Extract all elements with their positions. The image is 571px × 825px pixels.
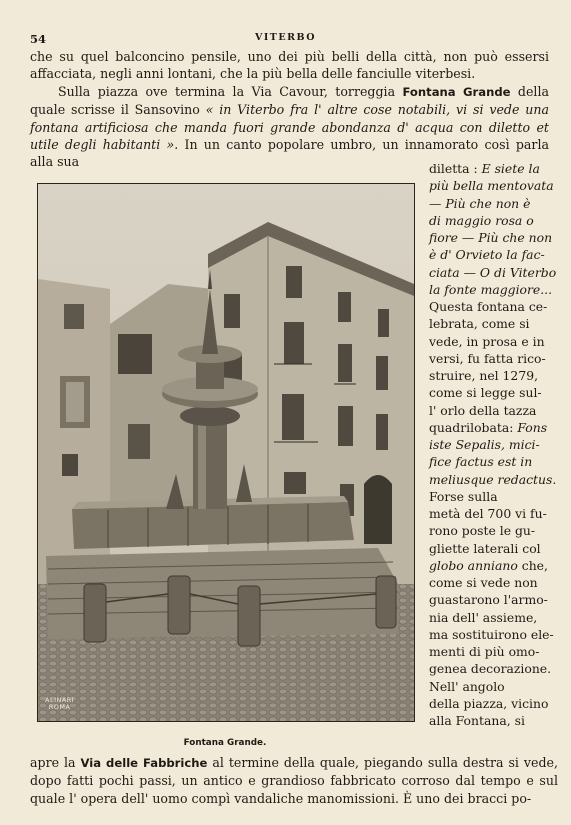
side-line-text: lebrata, come si	[429, 316, 530, 332]
side-line-italic: meliusque redactus.	[429, 471, 557, 487]
side-line-italic: fice factus est in	[429, 454, 533, 470]
fontana-grande-name: Fontana Grande	[402, 84, 511, 99]
side-line-text: rono poste le gu-	[429, 523, 536, 539]
bottom-paragraph	[30, 754, 558, 807]
paragraph-2	[30, 83, 549, 171]
side-line-text: come si legge sul-	[429, 385, 542, 401]
photo-stamp	[45, 697, 74, 711]
side-column-line	[429, 471, 557, 488]
side-line-text: metà del 700 vi fu-	[429, 506, 547, 521]
side-column-line	[429, 453, 557, 470]
side-line-text: alla Fontana, si	[429, 713, 525, 728]
side-column-line	[429, 281, 557, 298]
fountain-photograph	[37, 183, 415, 722]
side-column-line	[429, 609, 557, 626]
side-line-tail: che,	[517, 557, 548, 573]
fountain-illustration	[38, 184, 414, 721]
paragraph-2-text-a: Sulla piazza ove termina la Via Cavour, torreggia	[58, 83, 403, 99]
side-column-line	[429, 246, 557, 263]
side-column-line	[429, 350, 557, 367]
side-line-italic: è d' Orvieto la fac-	[429, 247, 545, 263]
side-column-line	[429, 522, 557, 539]
top-text-block	[30, 48, 549, 171]
side-line-text: diletta :	[429, 161, 482, 176]
side-line-text: come si vede non	[429, 575, 538, 590]
side-line-text: quadrilobata:	[429, 419, 518, 435]
side-column-line	[429, 436, 557, 453]
side-column-line	[429, 591, 557, 608]
side-column-line	[429, 419, 557, 436]
side-line-text: l' orlo della tazza	[429, 402, 537, 418]
side-column-line	[429, 712, 557, 729]
bottom-text-b: al termine della quale, piegando sulla destra si vede, dopo fatti pochi passi, un antico e grandioso fabbricato corroso dal tempo e sul quale l' opera dell' uomo compì vandaliche manomissioni. È uno dei bracci po-	[30, 755, 558, 806]
side-line-text: guastarono l'armo-	[429, 592, 548, 608]
bottom-text-a: apre la	[30, 755, 81, 770]
side-column-line	[429, 695, 557, 712]
side-column-line	[429, 402, 557, 419]
side-line-italic: — Più che non è	[429, 195, 531, 211]
side-column-line	[429, 177, 557, 194]
side-line-text: Forse sulla	[429, 488, 498, 504]
side-column-line	[429, 678, 557, 695]
page-number: 54	[30, 32, 47, 46]
side-line-text: struire, nel 1279,	[429, 368, 539, 383]
side-line-text: vede, in prosa e in	[429, 333, 545, 349]
side-column-line	[429, 333, 557, 350]
side-column-line	[429, 195, 557, 212]
sansovino-quote: « in Viterbo fra l' altre cose notabili, vi si vede una fontana artificiosa che manda fuori grande abondanza d' acqua con diletto et utile degli habitanti ».	[30, 102, 549, 153]
side-line-italic: più bella mentovata	[429, 178, 554, 194]
side-column-line	[429, 643, 557, 660]
side-line-italic: di maggio rosa o	[429, 212, 534, 228]
side-line-text: versi, fu fatta rico-	[429, 350, 546, 366]
side-line-text: ma sostituirono ele-	[429, 626, 554, 642]
paragraph-2-text-c: In un canto popolare umbro, un innamorato così parla alla sua	[30, 137, 549, 170]
side-column-line	[429, 660, 557, 677]
side-column-line	[429, 264, 557, 281]
photo-stamp-line-2: ROMA	[48, 703, 71, 711]
side-column-line	[429, 574, 557, 591]
side-line-italic: E siete la	[481, 161, 540, 176]
side-column-line	[429, 315, 557, 332]
side-line-italic: Fons	[517, 419, 548, 435]
side-line-italic: ciata — O di Viterbo	[429, 264, 557, 280]
figure-caption: Fontana Grande.	[183, 738, 267, 748]
side-line-italic: globo anniano	[429, 557, 518, 573]
side-column-line	[429, 488, 557, 505]
via-delle-fabbriche-name: Via delle Fabbriche	[80, 756, 208, 770]
side-column-line	[429, 505, 557, 522]
side-line-text: nia dell' assieme,	[429, 609, 538, 625]
photo-stamp-line-1: ALINARI	[45, 696, 75, 704]
side-column-line	[429, 160, 557, 177]
side-line-text: genea decorazione.	[429, 661, 552, 677]
side-line-italic: fiore — Più che non	[429, 230, 553, 245]
side-column-line	[429, 298, 557, 315]
side-column-line	[429, 367, 557, 384]
paragraph-1: che su quel balconcino pensile, uno dei più belli della città, non può essersi affacciata, negli anni lontani, che la più bella delle fanciulle viterbesi.	[30, 49, 549, 82]
bottom-text-block	[30, 754, 558, 807]
side-column-line	[429, 557, 557, 574]
side-line-text: Questa fontana ce-	[429, 299, 548, 314]
side-line-text: menti di più omo-	[429, 644, 540, 659]
side-column-line	[429, 229, 557, 246]
side-column-line	[429, 212, 557, 229]
side-column-line	[429, 540, 557, 557]
side-column-line	[429, 626, 557, 643]
side-line-text: Nell' angolo	[429, 678, 505, 694]
side-column-text	[429, 160, 557, 729]
side-line-text: gliette laterali col	[429, 540, 541, 556]
running-title: VITERBO	[254, 32, 316, 43]
side-line-italic: iste Sepalis, mici-	[429, 437, 540, 452]
side-line-italic: la fonte maggiore...	[429, 281, 553, 297]
paragraph-2-text-b: della quale scrisse il Sansovino	[30, 83, 549, 118]
side-line-text: della piazza, vicino	[429, 695, 549, 711]
side-column-line	[429, 384, 557, 401]
